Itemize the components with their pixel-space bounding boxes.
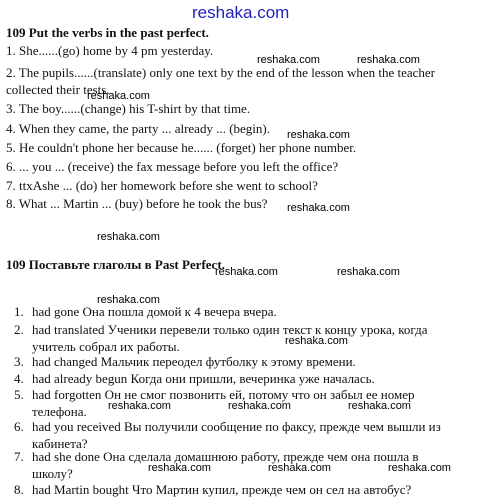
watermark: reshaka.com xyxy=(388,462,451,474)
exercise-2-heading: 109 Поставьте глаголы в Past Perfect. xyxy=(6,257,225,272)
item-number: 1. xyxy=(14,304,24,319)
watermark: reshaka.com xyxy=(268,462,331,474)
ex1-line-3: 3. The boy......(change) his T-shirt by that time. xyxy=(6,101,251,116)
ex1-line-8: 8. What ... Martin ... (buy) before he took the bus? xyxy=(6,196,268,211)
ex1-line-5: 5. He couldn't phone her because he...... (forget) her phone number. xyxy=(6,140,357,155)
item-text-continued: учитель собрал их работы. xyxy=(32,339,180,354)
item-number: 4. xyxy=(14,371,24,386)
item-number: 6. xyxy=(14,419,24,434)
watermark: reshaka.com xyxy=(215,266,278,278)
item-text-continued: кабинета? xyxy=(32,436,88,451)
watermark: reshaka.com xyxy=(357,54,420,66)
ex1-line-2-cont: collected their tests. xyxy=(6,82,110,97)
ex1-line-4: 4. When they came, the party ... already ... (begin). xyxy=(6,121,270,136)
watermark: reshaka.com xyxy=(87,90,150,102)
watermark: reshaka.com xyxy=(285,335,348,347)
watermark: reshaka.com xyxy=(148,462,211,474)
item-text: had translated Ученики перевели только один текст к концу урока, когда xyxy=(32,322,428,337)
watermark-top: reshaka.com xyxy=(192,3,290,22)
watermark: reshaka.com xyxy=(287,202,350,214)
watermark: reshaka.com xyxy=(257,54,320,66)
ex1-line-2: 2. The pupils......(translate) only one text by the end of the lesson when the teacher xyxy=(6,65,435,80)
ex1-line-7: 7. ttxAshe ... (do) her homework before she went to school? xyxy=(6,178,318,193)
item-text: had you received Вы получили сообщение по факсу, прежде чем вышли из xyxy=(32,419,441,434)
watermark: reshaka.com xyxy=(97,231,160,243)
item-number: 5. xyxy=(14,387,24,402)
watermark: reshaka.com xyxy=(97,294,160,306)
item-text: had gone Она пошла домой к 4 вечера вчера. xyxy=(32,304,277,319)
item-number: 3. xyxy=(14,354,24,369)
ex1-line-6: 6. ... you ... (receive) the fax message before you left the office? xyxy=(6,159,339,174)
watermark: reshaka.com xyxy=(287,129,350,141)
item-text-continued: телефона. xyxy=(32,404,87,419)
item-number: 8. xyxy=(14,482,24,497)
item-text-continued: школу? xyxy=(32,466,73,481)
watermark: reshaka.com xyxy=(108,400,171,412)
item-text: had already begun Когда они пришли, вечеринка уже началась. xyxy=(32,371,375,386)
watermark: reshaka.com xyxy=(348,400,411,412)
exercise-1-heading: 109 Put the verbs in the past perfect. xyxy=(6,25,209,40)
ex1-line-1: 1. She......(go) home by 4 pm yesterday. xyxy=(6,43,214,58)
item-number: 7. xyxy=(14,449,24,464)
item-text: had Martin bought Что Мартин купил, прежде чем он сел на автобус? xyxy=(32,482,412,497)
watermark: reshaka.com xyxy=(228,400,291,412)
item-text: had changed Мальчик переодел футболку к этому времени. xyxy=(32,354,356,369)
watermark: reshaka.com xyxy=(337,266,400,278)
item-text: had forgotten Он не смог позвонить ей, потому что он забыл ее номер xyxy=(32,387,415,402)
item-text: had she done Она сделала домашнюю работу, прежде чем она пошла в xyxy=(32,449,419,464)
item-number: 2. xyxy=(14,322,24,337)
